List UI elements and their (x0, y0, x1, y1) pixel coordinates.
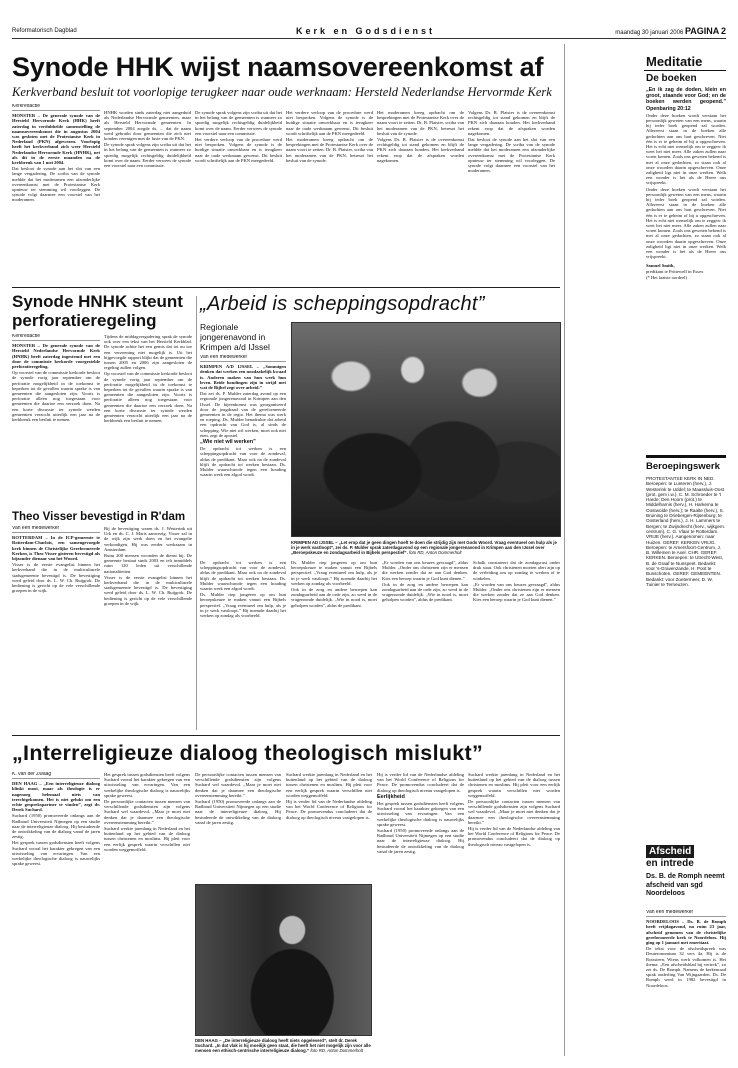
main-col6-text: Volgens Dr. B. Plaisier is de overeenkomst rechtsgeldig tot stand gekomen en blijft de PKN zich daaraan houden. Het kerkverband rekent erop dat de afspraken worden nagekomen. (468, 110, 555, 136)
arbeid-photo (291, 322, 561, 537)
meditatie-body (646, 87, 726, 442)
dialog-col6-text: Suchard werkte jarenlang in Nederland en het buitenland op het gebied van de dialoog tussen christenen en moslims. Hij pleit voor een eerlijk gesprek waarin verschillen niet worden weggemoffeld. (468, 772, 560, 798)
page-number: 2 (720, 26, 726, 36)
arbeid-col4-text: „Er worden van ons keuzes gevraagd”, aldus Mulder. „Onder ons christenen zijn er mensen die werken zonder dat ze aan God denken. Kies een beroep waarin je God kunt dienen.” (382, 560, 468, 581)
arbeid-headline: „Arbeid is scheppingsopdracht” (200, 293, 485, 315)
dialog-col3-text-b: Suchard (1950) promoveerde onlangs aan de Radboud Universiteit Nijmegen op een studie naar de interreligieuze dialoog. Hij bestudeerde de ontwikkeling van de dialoog vanaf de jaren zestig. (195, 799, 281, 825)
main-col5-text: Het moderamen kreeg opdracht om de besprekingen met de Protestantse Kerk over de naam voort te zetten. Dr. B. Plaisier, scriba van het moderamen van de PKN, betreurt het besluit van de synode. (377, 110, 464, 136)
arbeid-caption (291, 540, 561, 555)
arbeid-body: Dat zei ds. P. Mulder zaterdag avond op een regionale jongerenavond in Krimpen aan den IJssel. De bijeenkomst was georganiseerd door de jeugdraad van de gereformeerde gemeenten in de regio. Het thema was werk en roeping. Ds. Mulder benadrukte dat arbeid een opdracht van God is, al sinds de schepping. Wie niet wil werken, moet ook niet eten, zegt de apostel. (200, 391, 286, 438)
main-col6-text-b: Dat besloot de synode aan het slot van een lange vergadering. De scriba van de synode meldde dat het moderamen een afzonderlijke overeenkomst met de Protestantse Kerk opnieuw ter stemming wil voorleggen. De synode volgt daarmee een voorstel van het moderamen. (468, 137, 555, 174)
arbeid-photo-credit: foto RD, Anton Dommerholt (408, 550, 462, 555)
meditatie-rule (644, 70, 726, 71)
main-col-5 (377, 110, 464, 280)
main-col1-text: Dat besloot de synode aan het slot van een lange vergadering. De scriba van de synode meldde dat het moderamen een afzonderlijke overeenkomst met de Protestantse Kerk opnieuw ter stemming wil voorleggen. De synode volgt daarmee een voorstel van het moderamen. (12, 166, 100, 203)
page-date (615, 26, 726, 36)
page-label: PAGINA (684, 26, 720, 36)
dialog-col2-text-c: Suchard werkte jarenlang in Nederland en het buitenland op het gebied van de dialoog tussen christenen en moslims. Hij pleit voor een eerlijk gesprek waarin verschillen niet worden weggemoffeld. (104, 826, 190, 852)
masthead-paper-name: Reformatorisch Dagblad (12, 28, 77, 34)
dialog-col4-text: Suchard werkte jarenlang in Nederland en het buitenland op het gebied van de dialoog tussen christenen en moslims. Hij pleit voor een eerlijk gesprek waarin verschillen niet worden weggemoffeld. (286, 772, 372, 798)
dialog-byline: K. van der Zwaag (12, 772, 100, 779)
dialog-subheading-2: Eerlijkheid (377, 793, 405, 800)
main-col-1 (12, 104, 100, 280)
afscheid-title-2: en intrede (646, 858, 694, 869)
main-col-4 (286, 110, 373, 280)
hnhk-headline: Synode HNHK steunt perforatieregeling (12, 292, 183, 330)
beroepingswerk-list (646, 476, 726, 836)
arbeid-col2-text-b: Ds. Mulder riep jongeren op om hun beroepskeuze te maken vanuit een Bijbels perspectief. „Vraag eventueel om hulp, als je in je werk vastloopt.” Hij noemde daarbij het werken op zondag als voorbeeld. (200, 592, 286, 619)
dialog-caption-text: DEN HAAG – „De interreligieuze dialoog heeft niets opgeleverd”, stelt dr. Derek Suchard. „In dat vlak is hij moeilijk geen staat, die heeft het niet mogelijk zijn voor alle mensen een ethisch-centrische interreligieuze dialoog.” (195, 1038, 371, 1053)
meditatie-author-role: predikant te Prittewell in Essex (646, 268, 704, 274)
dialog-col5-text-b: Het gesprek tussen godsdiensten heeft volgens Suchard vooral het karakter gekregen van een uitwisseling van ervaringen. Van een werkelijke theologische dialoog is nauwelijks sprake geweest. (377, 801, 464, 827)
visser-col2-text-b: Visser is de eerste evangelist binnen het kerkverband die in de multiculturele stadsgemeente bevestigd is. De bevestiging werd geleid door ds. L. W. Ch. Ruijgrok. De bediening is gericht op de vele verschillende groepen in de wijk. (104, 574, 192, 606)
main-col4-text-b: Het moderamen kreeg opdracht om de besprekingen met de Protestantse Kerk over de naam voort te zetten. Dr. B. Plaisier, scriba van het moderamen van de PKN, betreurt het besluit van de synode. (286, 137, 373, 163)
main-byline: Kerkredactie (12, 104, 100, 111)
arbeid-col-2 (200, 560, 286, 730)
arbeid-col3-text-b: Ook in de zorg en andere beroepen kan zondagsarbeid aan de orde zijn, zo werd in de vragenronde duidelijk. „Wie in nood is, moet geholpen worden”, aldus de predikant. (291, 587, 377, 608)
visser-col1-text: Visser is de eerste evangelist binnen het kerkverband die in de multiculturele stadsgemeente bevestigd is. De bevestiging werd geleid door ds. L. W. Ch. Ruijgrok. De bediening is gericht op de vele verschillende groepen in de wijk. (12, 562, 100, 594)
arbeid-col2-text: De opdracht tot werken is een scheppingsopdracht van voor de zondeval, aldus de predikant. Maar ook na de zondeval blijft de opdracht tot werken bestaan. Ds. Mulder waarschuwde tegen een houding waarin werk een afgod wordt. (200, 560, 286, 592)
afscheid-label: Afscheid (646, 845, 694, 858)
dialog-col5-text: Hij is verder lid van de Nederlandse afdeling van het World Conference of Religions for Peace. De promovendus concludeert dat de dialoog op theologisch niveau vastgelopen is. (377, 772, 464, 793)
visser-col3-text: Ruim 200 mensen woonden de dienst bij. De gemeente bestaat sinds 2003 en telt inmiddels ruim 120 leden uit verschillende nationaliteiten. (104, 553, 192, 574)
visser-col-2 (104, 526, 192, 728)
main-col-2 (104, 110, 191, 280)
meditatie-text-b: Onder deze boeken wordt verstaan het persoonlijk geweten van een mens, waarin bij ieder boek geopend zal worden. Allereerst staan in de boeken alle gedachten aan ons hart geschreven. Niet één is er te geheim of bij u opgeschreven. Het is echt niet wenselijk om te zeggen: ik weet het niet meer. Alle zaken zullen naar voren komen. Zoals ons geweten bekend is met al onze gedachten, zo staan ook al onze woorden daarin opgeschreven. Onze zaligheid ligt niet in onze werken. Welk een wonder is het als de Heere ons vrijspreekt. (646, 186, 726, 260)
dialog-caption (195, 1038, 372, 1053)
arbeid-subheading: „Wie niet wil werken” (200, 439, 256, 446)
dialog-photo (195, 884, 372, 1036)
dialog-col-6 (468, 772, 560, 1056)
hnhk-lead: MONSTER – De generale synode van de Hersteld Nederlandse Hervormde Kerk (HNHK) heeft zaterdag ingestemd met een door de commissie kerkorde voorgestelde perforatieregeling. (12, 343, 100, 370)
dialog-col2-text-b: De persoonlijke contacten tussen mensen van verschillende godsdiensten zijn volgens Suchard wel waardevol. „Maar je moet niet denken dat je daarmee een theologische overeenstemming bereikt.” (104, 799, 190, 825)
dialog-headline: „Interreligieuze dialoog theologisch mislukt” (12, 741, 484, 765)
arbeid-col5-text: Schalk constateert dat de zondagsrust onder druk staat. Ook christenen moeten alert zijn op de verleiding om op zondag te werken of te winkelen. (473, 560, 560, 581)
arbeid-lead: KRIMPEN A/D IJSSEL – „Sommigen denken dat werken een noodzakelijk kwaad is. Anderen maken van hun werk hun leven. Beide houdingen zijn in strijd met wat de Bijbel zegt over arbeid.” (200, 364, 286, 391)
hnhk-col1-text: Op voorstel van de commissie kerkorde besloot de synode vorig jaar september om de perforatie mogelijkheid in de toekomst te beperken tot de gevallen waarin sprake is van gemeenten die aangesloten zijn. Voorts is perforatie alleen nog toegestaan voor gemeenten die daartoe een verzoek doen. Na een korte discussie ter synode werden gemeenten verzocht uiterlijk een jaar na de kerkbreuk een besluit te nemen. (12, 370, 100, 423)
arbeid-col-4 (382, 560, 468, 730)
dialog-col6-text-c: Hij is verder lid van de Nederlandse afdeling van het World Conference of Religions for Peace. De promovendus concludeert dat de dialoog op theologisch niveau vastgelopen is. (468, 826, 560, 847)
meditatie-text: Onder deze boeken wordt verstaan het persoonlijk geweten van een mens, waarin bij ieder boek geopend zal worden. Allereerst staan in de boeken alle gedachten aan ons hart geschreven. Niet één is er te geheim of bij u opgeschreven. Het is echt niet wenselijk om te zeggen: ik weet het niet meer. Alle zaken zullen naar voren komen. Zoals ons geweten bekend is met al onze gedachten, zo staan ook al onze woorden daarin opgeschreven. Onze zaligheid ligt niet in onze werken. Welk een wonder is het als de Heere ons vrijspreekt. (646, 112, 726, 186)
hnhk-col-2 (104, 334, 192, 502)
arbeid-col5-text-b: „Er worden van ons keuzes gevraagd”, aldus Mulder. „Onder ons christenen zijn er mensen die werken zonder dat ze aan God denken. Kies een beroep waarin je God kunt dienen.” (473, 581, 560, 603)
main-lead: MONSTER – De generale synode van de Hersteld Hervormde Kerk (HHK) heeft zaterdag in verdubbelde samenstelling de naamsovereenkomst die in augustus 2004 was gesloten met de Protestantse Kerk in Nederland (PKN) afgewezen. Voorlopig heeft het kerkverband zich weer Hersteld Nederlandse Hervormde Kerk (HNHK), net als dit in de eerste maanden na de kerkbreuk van 1 mei 2004. (12, 113, 100, 166)
meditatie-author: Samuel Smith, (646, 262, 675, 268)
arbeid-col-1 (200, 355, 286, 537)
section-divider (12, 287, 560, 288)
dialog-col1-text: Suchard (1950) promoveerde onlangs aan de Radboud Universiteit Nijmegen op een studie naar de interreligieuze dialoog. Hij bestudeerde de ontwikkeling van de dialoog vanaf de jaren zestig. (12, 813, 100, 840)
afscheid-byline: Van een medewerker (646, 910, 726, 917)
main-col4-text: Het verdere verloop van de procedure werd niet besproken. Volgens de synode is de huidige situatie onwerkbaar en is terugkeer naar de oude werknaam gewenst. Dit besluit wordt schriftelijk aan de PKN meegedeeld. (286, 110, 373, 136)
visser-lead: ROTTERDAM – In de ICP-gemeente te Rotterdam-Charlois, een samengevoegde kerk binnen de Christelijke Gereformeerde Kerken, is Theo Visser gisteren bevestigd als bijzonder dienaar van het Woord. (12, 535, 100, 562)
main-subhead: Kerkverband besluit tot voorlopige terugkeer naar oude werknaam: Hersteld Nederlandse Hervormde Kerk (12, 85, 552, 99)
afscheid-text: De tekst voor de afscheidspreek was Deuteronomium 32 vers 4a. Hij is de Rotssteen, Wiens werk volkomen is. Het thema: „Een afscheidsblad bij vertrek”, zo zei ds. De Romph. Namens de kerkenraad sprak ouderling Van Wijngaarden. Ds. De Romph werd in 1982 bevestigd in Noordeloos. (646, 946, 726, 988)
header-rule (12, 38, 726, 39)
main-col3-text-b: Het verdere verloop van de procedure werd niet besproken. Volgens de synode is de huidige situatie onwerkbaar en is terugkeer naar de oude werknaam gewenst. Dit besluit wordt schriftelijk aan de PKN meegedeeld. (195, 137, 282, 163)
dialog-col-1 (12, 772, 100, 1056)
meditatie-footnote: (* Het laatste oordeel) (646, 274, 687, 280)
arbeid-col-5 (473, 560, 560, 730)
dialog-col-3 (195, 772, 281, 880)
visser-col2-text: Bij de bevestiging waren ds. J. Westerink uit Urk en ds. C. J. Maris aanwezig. Visser zal in de wijk zijn werk doen en het evangelie verkondigen. Hij was eerder werkzaam in Amsterdam. (104, 526, 192, 552)
main-col5-text-b: Volgens Dr. B. Plaisier is de overeenkomst rechtsgeldig tot stand gekomen en blijft de PKN zich daaraan houden. Het kerkverband rekent erop dat de afspraken worden nagekomen. (377, 137, 464, 163)
dialog-photo-credit: foto RD, Anton Dommerholt (310, 1048, 363, 1053)
column-divider (196, 296, 197, 730)
main-col3-text: De synode sprak volgens zijn scriba uit dat het in het belang van de gemeenten is wanneer zo spoedig mogelijk rechtsgeldig duidelijkheid komt over de naam. Eerder verwees de synode een voorstel naar een commissie. (195, 110, 282, 136)
dialog-col-2 (104, 772, 190, 1056)
beroepingswerk-text: PROTESTANTSE KERK IN NED. Beroepen: te Lunteren (herv.), J. Westerink te Uddel; te Maassluis-Oost (prot. gem i.w.), C. M. Schroeder te 't Harde; Den Hoorn (prot.) te Middelharnis (herv.), H. Harkema te Oostwolde (herv.); te Raalte (herv.), S. Bruining te Driebergen-Rijsenburg; te Oosterland (herv.), J. H. Lammers te Bergen; te Zwijndrecht (herv., wijkgem. centrum), C. G. Vlaar te Rotterdam. VRIJE (herv.). Aangenomen: naar Huizen. GEREF. KERKEN VRIJG. Beroepen: te Amersfoort-Centrum, J. B. Willemen te Axel. CHR. GEREF. KERKEN. Beroepen: te Utrecht-West, B. de Graaf te Nunspeet. Bedankt: voor 's-Gravenzande, H. Poot te Bunschoten. GEREF. GEMEENTEN. Bedankt: voor Zoetermeer, D. W. Tuinier te Terneuzen. (646, 476, 726, 587)
section-divider-2 (12, 735, 560, 736)
arbeid-byline: Van een medewerker (200, 355, 286, 362)
dialog-col6-text-b: De persoonlijke contacten tussen mensen van verschillende godsdiensten zijn volgens Suchard wel waardevol. „Maar je moet niet denken dat je daarmee een theologische overeenstemming bereikt.” (468, 799, 560, 825)
dialog-col3-text: De persoonlijke contacten tussen mensen van verschillende godsdiensten zijn volgens Suchard wel waardevol. „Maar je moet niet denken dat je daarmee een theologische overeenstemming bereikt.” (195, 772, 281, 798)
hnhk-byline: Kerkredactie (12, 334, 100, 341)
beroepingswerk-title: Beroepingswerk (646, 461, 720, 472)
arbeid-col4-text-b: Ook in de zorg en andere beroepen kan zondagsarbeid aan de orde zijn, zo werd in de vragenronde duidelijk. „Wie in nood is, moet geholpen worden”, aldus de predikant. (382, 581, 468, 603)
main-col2-text: HNHK worden sinds zaterdag niet aangeduid als Nederlandse Hervormde gemeenten, maar als Hersteld Hervormde gemeenten. In september 2004 zorgde ds. ... dat de naam werd gebruikt door gemeenten die zich niet konden verenigen met de fusie van de PKN. (104, 110, 191, 142)
section-title: Kerk en Godsdienst (296, 26, 436, 36)
dialog-lead: DEN HAAG – „Een interreligieuze dialoog klinkt mooi, maar als theologie is er nagenoeg helemaal niets van terechtgekomen. Het is niet gelukt om een echte gesprekspartner te vinden”, zegt dr. Derek Suchard. (12, 781, 100, 813)
meditatie-verse: „En ik zag de doden, klein en groot, staande voor God; en de boeken werden geopend.” Openbaring 20:12 (646, 87, 726, 112)
hnhk-col2-text-b: Op voorstel van de commissie kerkorde besloot de synode vorig jaar september om de perforatie mogelijkheid in de toekomst te beperken tot de gevallen waarin sprake is van gemeenten die aangesloten zijn. Voorts is perforatie alleen nog toegestaan voor gemeenten die daartoe een verzoek doen. Na een korte discussie ter synode werden gemeenten verzocht uiterlijk een jaar na de kerkbreuk een besluit te nemen. (104, 371, 192, 424)
dialog-col-5 (377, 772, 464, 1056)
meditatie-subtitle: De boeken (646, 73, 697, 84)
sidebar-divider (564, 44, 565, 1056)
main-col-3 (195, 110, 282, 280)
visser-headline: Theo Visser bevestigd in R'dam (12, 511, 186, 523)
arbeid-kicker: Regionale jongerenavond in Krimpen a/d IJssel (200, 322, 270, 352)
dialog-col2-text: Het gesprek tussen godsdiensten heeft volgens Suchard vooral het karakter gekregen van een uitwisseling van ervaringen. Van een werkelijke theologische dialoog is nauwelijks sprake geweest. (104, 772, 190, 798)
date-text: maandag 30 januari 2006 (615, 30, 684, 36)
hnhk-col-1 (12, 334, 100, 502)
meditatie-title: Meditatie (646, 54, 703, 69)
hnhk-col2-text: Tijdens de middagvergadering sprak de synode ook over een tekst van het Hersteld Kerkblad. De synode achtte het een gemis dat tot nu toe een verzoening niet mogelijk is. Uit het bijgevoegde rapport blijkt dat de gemeenten die tussen 2005 en 2006 zijn aangesloten de regeling zullen volgen. (104, 334, 192, 371)
visser-byline: Van een medewerker (12, 526, 100, 533)
dialog-col-4 (286, 772, 372, 880)
beroepingswerk-bar (646, 455, 726, 458)
afscheid-body (646, 910, 726, 1056)
main-col-6 (468, 110, 555, 280)
main-headline: Synode HHK wijst naamsovereenkomst af (12, 52, 544, 82)
visser-col-1 (12, 526, 100, 728)
dialog-col4-text-b: Hij is verder lid van de Nederlandse afdeling van het World Conference of Religions for Peace. De promovendus concludeert dat de dialoog op theologisch niveau vastgelopen is. (286, 799, 372, 820)
arbeid-col3-text: Ds. Mulder riep jongeren op om hun beroepskeuze te maken vanuit een Bijbels perspectief. „Vraag eventueel om hulp, als je in je werk vastloopt.” Hij noemde daarbij het werken op zondag als voorbeeld. (291, 560, 377, 586)
arbeid-body-2: De opdracht tot werken is een scheppingsopdracht van voor de zondeval, aldus de predikant. Maar ook na de zondeval blijft de opdracht tot werken bestaan. Ds. Mulder waarschuwde tegen een houding waarin werk een afgod wordt. (200, 446, 286, 478)
afscheid-subtitle: Ds. B. de Romph neemt afscheid van sgd Noordeloos (646, 873, 725, 897)
afscheid-lead: NOORDELOOS – Ds. B. de Romph heeft vrijdagavond, na ruim 23 jaar, afscheid genomen van de christelijke gereformeerde kerk te Noordeloos. Hij ging op 1 januari met emeritaat. (646, 919, 726, 946)
dialog-col1-text-b: Het gesprek tussen godsdiensten heeft volgens Suchard vooral het karakter gekregen van een uitwisseling van ervaringen. Van een werkelijke theologische dialoog is nauwelijks sprake geweest. (12, 840, 100, 867)
arbeid-col-3 (291, 560, 377, 730)
dialog-col5-text-c: Suchard (1950) promoveerde onlangs aan de Radboud Universiteit Nijmegen op een studie naar de interreligieuze dialoog. Hij bestudeerde de ontwikkeling van de dialoog vanaf de jaren zestig. (377, 828, 464, 854)
arbeid-caption-text: KRIMPEN AD IJSSEL – „Let erop dat je geen dingen hoeft te doen die strijdig zijn met Gods Woord. Vraag eventueel om hulp als je in je werk vastloopt”, zei ds. P. Mulder sprak zaterdagavond op een regionale jongerenavond in Krimpen aan den IJssel over „Beroepskeuze en zondagsarbeid in Bijbels perspectief”. (291, 540, 557, 555)
main-col2-text-b: De synode sprak volgens zijn scriba uit dat het in het belang van de gemeenten is wanneer zo spoedig mogelijk rechtsgeldig duidelijkheid komt over de naam. Eerder verwees de synode een voorstel naar een commissie. (104, 142, 191, 169)
